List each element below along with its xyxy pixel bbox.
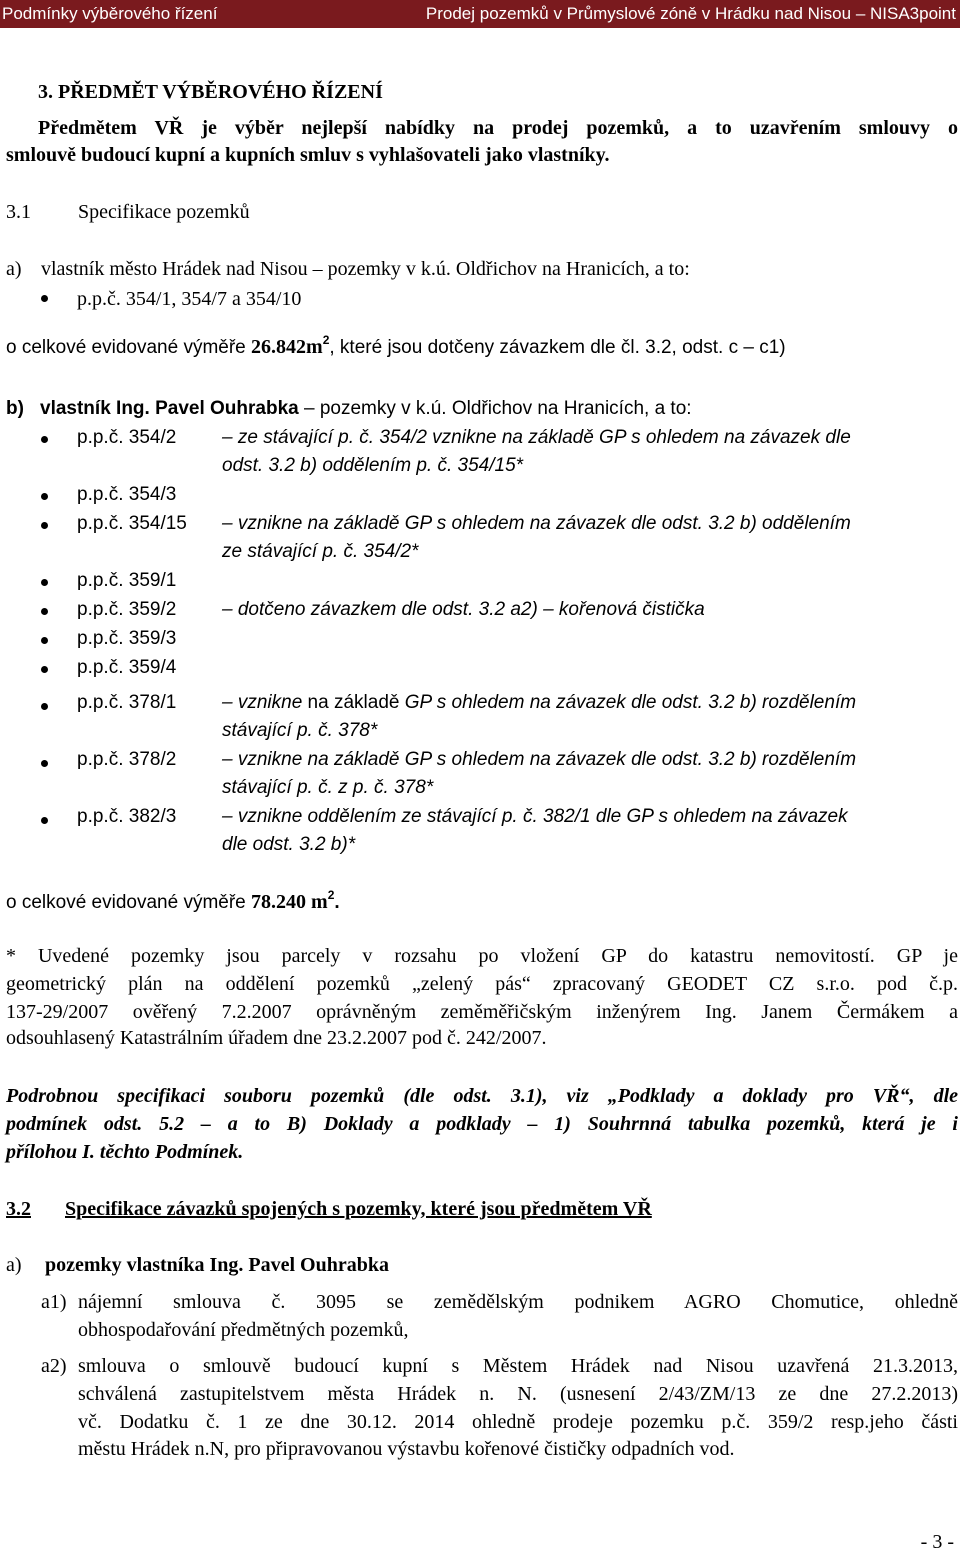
owner-b-name: vlastník Ing. Pavel Ouhrabka — [40, 398, 299, 419]
bullet-icon — [41, 608, 48, 615]
bullet-icon — [41, 637, 48, 644]
parcel-note: – dotčeno závazkem dle odst. 3.2 a2) – kořenová čistička — [222, 599, 705, 620]
bullet-icon — [41, 666, 48, 673]
parcel-item: p.p.č. 359/1 — [77, 570, 177, 591]
owner-a-rest: – pozemky v k.ú. Oldřichov na Hranicích, a to: — [307, 258, 690, 280]
parcel-item: p.p.č. 359/2 — [77, 599, 177, 620]
page-header — [0, 0, 960, 28]
area-b-sup: 2 — [327, 887, 335, 902]
bullet-icon — [41, 436, 48, 443]
a1-label: a1) — [41, 1291, 67, 1313]
parcel-note: odst. 3.2 b) oddělením p. č. 354/15* — [222, 455, 524, 476]
section-3-2-number: 3.2 — [6, 1198, 31, 1220]
area-a-value: 26.842m — [251, 336, 323, 358]
bullet-icon — [41, 579, 48, 586]
area-a-suffix: , které jsou dotčeny závazkem dle čl. 3.2, odst. c – c1) — [329, 337, 786, 358]
section-3-1-number: 3.1 — [6, 201, 31, 223]
a1-line: nájemní smlouva č. 3095 se zemědělským podnikem AGRO Chomutice, ohledně — [78, 1291, 958, 1313]
parcel-note: stávající p. č. z p. č. 378* — [222, 777, 434, 798]
bullet-icon — [41, 817, 48, 824]
parcel-item: p.p.č. 382/3 — [77, 806, 177, 827]
footnote-line: 137-29/2007 ověřený 7.2.2007 oprávněným zeměměřičským inženýrem Ing. Janem Čermákem a — [6, 1001, 958, 1023]
a2-label: a2) — [41, 1355, 67, 1377]
a2-line: smlouva o smlouvě budoucí kupní s Městem Hrádek nad Nisou uzavřená 21.3.2013, — [78, 1355, 958, 1377]
owner-b-area — [6, 887, 340, 915]
parcel-item: p.p.č. 378/1 — [77, 692, 177, 713]
header-right: Prodej pozemků v Průmyslové zóně v Hrádku nad Nisou – NISA3point — [425, 4, 956, 23]
footnote-line: geometrický plán na oddělení pozemků „zelený pás“ zpracovaný GEODET CZ s.r.o. pod č.p. — [6, 973, 958, 995]
bullet-icon — [41, 703, 48, 710]
parcel-note: – vznikne na základě GP s ohledem na závazek dle odst. 3.2 b) rozdělením — [222, 749, 857, 770]
a2-line: schválená zastupitelstvem města Hrádek n. N. (usnesení 2/43/ZM/13 ze dne 27.2.2013) — [78, 1383, 958, 1405]
bullet-icon — [41, 295, 48, 302]
area-a-prefix: o celkové evidované výměře — [6, 337, 252, 358]
spec-line: přílohou I. těchto Podmínek. — [6, 1141, 244, 1163]
section-3-intro-line1: Předmětem VŘ je výběr nejlepší nabídky na prodej pozemků, a to uzavřením smlouvy o — [38, 117, 958, 139]
parcel-note: dle odst. 3.2 b)* — [222, 834, 356, 855]
spec-line: podmínek odst. 5.2 – a to B) Doklady a podklady – 1) Souhrnná tabulka pozemků, která je i — [6, 1113, 958, 1135]
section-3-2-heading — [6, 1197, 652, 1221]
section-3-intro-line2: smlouvě budoucí kupní a kupních smluv s vyhlašovateli jako vlastníky. — [6, 144, 610, 166]
a-label: a) — [6, 1254, 22, 1276]
parcel-note: stávající p. č. 378* — [222, 720, 378, 741]
parcel-note — [222, 692, 856, 715]
area-a-sup: 2 — [322, 332, 330, 347]
owner-a-parcels: p.p.č. 354/1, 354/7 a 354/10 — [77, 288, 302, 310]
parcel-item: p.p.č. 354/2 — [77, 427, 177, 448]
parcel-item: p.p.č. 354/15 — [77, 513, 187, 534]
a2-line: městu Hrádek n.N, pro připravovanou výstavbu kořenové čističky odpadních vod. — [78, 1438, 735, 1460]
owner-a-area — [6, 332, 786, 360]
a2-line: vč. Dodatku č. 1 ze dne 30.12. 2014 ohledně prodeje pozemku p.č. 359/2 resp.jeho části — [78, 1411, 958, 1433]
parcel-note: – ze stávající p. č. 354/2 vznikne na základě GP s ohledem na závazek dle — [222, 427, 851, 448]
parcel-item: p.p.č. 354/3 — [77, 484, 177, 505]
a1-line: obhospodařování předmětných pozemků, — [78, 1319, 409, 1341]
section-3-1-title: Specifikace pozemků — [78, 201, 250, 223]
section-3-title: 3. PŘEDMĚT VÝBĚROVÉHO ŘÍZENÍ — [38, 81, 383, 103]
footnote-line: * Uvedené pozemky jsou parcely v rozsahu po vložení GP do katastru nemovitostí. GP je — [6, 945, 958, 967]
parcel-item: p.p.č. 359/3 — [77, 628, 177, 649]
page-number: - 3 - — [920, 1531, 954, 1553]
owner-b-line — [40, 398, 692, 421]
spec-line: Podrobnou specifikaci souboru pozemků (dle odst. 3.1), viz „Podklady a doklady pro VŘ“, dle — [6, 1085, 958, 1107]
parcel-note: – vznikne oddělením ze stávající p. č. 382/1 dle GP s ohledem na závazek — [222, 806, 848, 827]
footnote-line: odsouhlasený Katastrálním úřadem dne 23.2.2007 pod č. 242/2007. — [6, 1027, 547, 1049]
parcel-note-part: na základě — [307, 692, 400, 713]
a-label: a) — [6, 258, 22, 280]
parcel-item: p.p.č. 359/4 — [77, 657, 177, 678]
parcel-note: – vznikne na základě GP s ohledem na závazek dle odst. 3.2 b) oddělením — [222, 513, 851, 534]
bullet-icon — [41, 522, 48, 529]
parcel-note-part: GP s ohledem na závazek dle odst. 3.2 b) rozdělením — [399, 692, 857, 713]
area-b-value: 78.240 m — [251, 891, 328, 913]
owner-b-rest: – pozemky v k.ú. Oldřichov na Hranicích, a to: — [298, 398, 692, 419]
parcel-note-part: – vznikne — [222, 692, 308, 713]
section-3-2-title: Specifikace závazků spojených s pozemky, které jsou předmětem VŘ — [65, 1198, 652, 1220]
b-label: b) — [6, 398, 24, 419]
bullet-icon — [41, 493, 48, 500]
bullet-icon — [41, 760, 48, 767]
owner-a-line — [41, 257, 690, 281]
parcel-note: ze stávající p. č. 354/2* — [222, 541, 419, 562]
obligations-a-title: pozemky vlastníka Ing. Pavel Ouhrabka — [45, 1254, 389, 1276]
parcel-item: p.p.č. 378/2 — [77, 749, 177, 770]
header-left: Podmínky výběrového řízení — [2, 4, 218, 23]
owner-a-name: vlastník město Hrádek nad Nisou — [41, 258, 308, 280]
area-b-suffix: . — [334, 892, 340, 913]
area-b-prefix: o celkové evidované výměře — [6, 892, 252, 913]
